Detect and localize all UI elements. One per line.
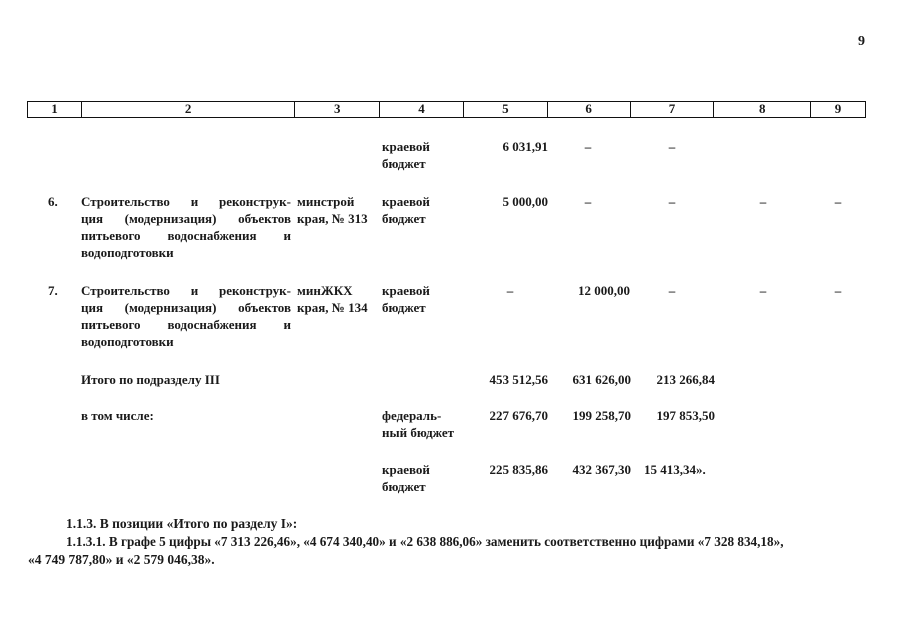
source-line: бюджет (382, 479, 426, 494)
row7-number: 7. (48, 283, 58, 298)
source-line: бюджет (382, 156, 426, 171)
table-header (27, 101, 866, 118)
row-top-col5: 6 031,91 (502, 139, 548, 154)
name-line: ция (модернизация) объектов (81, 300, 291, 315)
total-label: Итого по подразделу III (81, 372, 220, 387)
executor-line: минстрой (297, 194, 355, 209)
row7-col8: – (759, 283, 767, 298)
row6-col7: – (668, 194, 676, 209)
including-source (382, 407, 454, 441)
header-col-7: 7 (631, 102, 715, 117)
row-top-col6: – (584, 139, 592, 154)
name-line: Строительство и реконструк- (81, 194, 291, 209)
row6-col5: 5 000,00 (502, 194, 548, 209)
regional-col5: 225 835,86 (489, 462, 548, 477)
executor-line: края, № 134 (297, 300, 368, 315)
row6-col6: – (584, 194, 592, 209)
header-col-3: 3 (295, 102, 380, 117)
header-col-8: 8 (714, 102, 811, 117)
source-line: краевой (382, 139, 430, 154)
total-col7: 213 266,84 (656, 372, 715, 387)
including-col6: 199 258,70 (572, 408, 631, 423)
including-col7: 197 853,50 (656, 408, 715, 423)
header-col-1: 1 (28, 102, 82, 117)
note-paragraph-3: «4 749 787,80» и «2 579 046,38». (28, 552, 215, 567)
row7-col9: – (834, 283, 842, 298)
header-col-5: 5 (464, 102, 548, 117)
name-line: питьевого водоснабжения и (81, 317, 291, 332)
executor-line: минЖКХ (297, 283, 353, 298)
row7-name (81, 282, 291, 350)
header-col-2: 2 (82, 102, 295, 117)
regional-col7: 15 413,34». (644, 462, 706, 477)
source-line: краевой (382, 283, 430, 298)
row-top-source (382, 138, 430, 172)
row6-executor (297, 193, 368, 227)
source-line: ный бюджет (382, 425, 455, 440)
row6-col8: – (759, 194, 767, 209)
name-line: питьевого водоснабжения и (81, 228, 291, 243)
name-line: ция (модернизация) объектов (81, 211, 291, 226)
row7-source (382, 282, 430, 316)
row7-col6: 12 000,00 (578, 283, 630, 298)
including-col5: 227 676,70 (489, 408, 548, 423)
name-line: водоподготовки (81, 245, 174, 260)
including-label: в том числе: (81, 408, 154, 423)
row6-name (81, 193, 291, 261)
row6-source (382, 193, 430, 227)
name-line: водоподготовки (81, 334, 174, 349)
row6-col9: – (834, 194, 842, 209)
total-col5: 453 512,56 (489, 372, 548, 387)
header-col-6: 6 (548, 102, 631, 117)
total-col6: 631 626,00 (572, 372, 631, 387)
note-paragraph-2: 1.1.3.1. В графе 5 цифры «7 313 226,46», «4 674 340,40» и «2 638 886,06» заменить соответственно цифрами «7 328 834,18», (66, 534, 784, 549)
row7-col7: – (668, 283, 676, 298)
source-line: краевой (382, 462, 430, 477)
header-col-4: 4 (380, 102, 464, 117)
source-line: бюджет (382, 211, 426, 226)
page-number: 9 (858, 34, 865, 49)
name-line: Строительство и реконструк- (81, 283, 291, 298)
row7-executor (297, 282, 368, 316)
row6-number: 6. (48, 194, 58, 209)
source-line: краевой (382, 194, 430, 209)
header-col-9: 9 (834, 101, 842, 116)
source-line: федераль- (382, 408, 442, 423)
note-paragraph-1: 1.1.3. В позиции «Итого по разделу I»: (66, 516, 298, 531)
row-top-col7: – (668, 139, 676, 154)
executor-line: края, № 313 (297, 211, 368, 226)
row7-col5: – (506, 283, 514, 298)
regional-col6: 432 367,30 (572, 462, 631, 477)
regional-source (382, 461, 430, 495)
source-line: бюджет (382, 300, 426, 315)
